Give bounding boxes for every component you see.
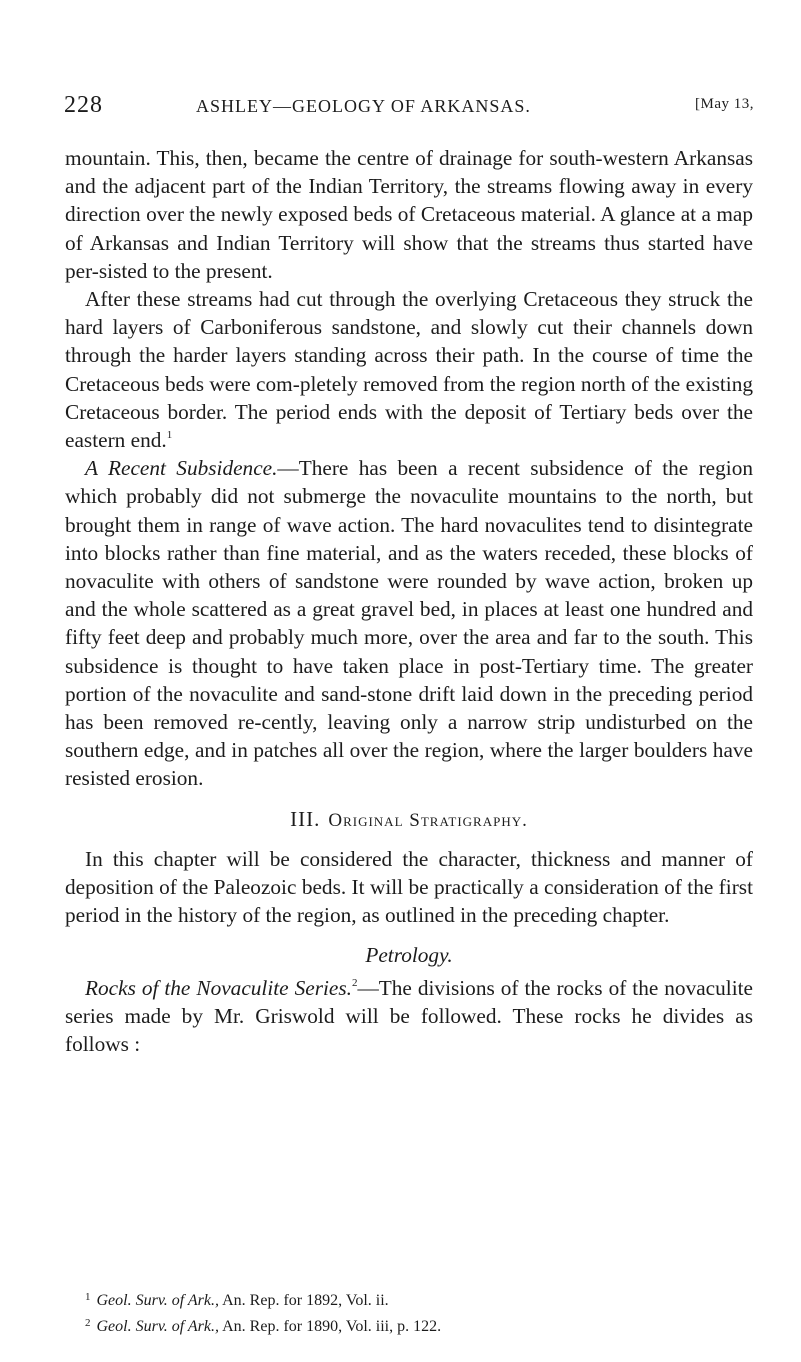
paragraph-3-lead: A Recent Subsidence. bbox=[85, 456, 278, 481]
running-date: [May 13, bbox=[695, 96, 754, 112]
section-numeral: III. bbox=[290, 806, 321, 831]
footnote-1-citation: Geol. Surv. of Ark., bbox=[96, 1292, 219, 1309]
footnote-2-rest: An. Rep. for 1890, Vol. iii, p. 122. bbox=[222, 1318, 442, 1335]
paragraph-3-text: —There has been a recent subsidence of the region which probably did not submerge the novaculite mountains to the north, but brought them in range of wave action. The hard novaculites tend to disintegrate into blocks rather than fine material, and as the waters receded, these blocks of novaculite with others of sandstone were rounded by wave action, broken up and the whole scattered as a great gravel bed, in places at least one hundred and fifty feet deep and probably much more, over the area and far to the south. This subsidence is thought to have taken place in post-Tertiary time. The greater portion of the novaculite and sand-stone drift laid down in the preceding period has been removed re-cently, leaving only a narrow strip undisturbed on the southern edge, and in patches all over the region, where the larger boulders have resisted erosion. bbox=[65, 456, 753, 791]
paragraph-5 bbox=[65, 974, 753, 1059]
footnote-1 bbox=[85, 1286, 745, 1312]
page-number: 228 bbox=[64, 92, 103, 118]
running-title: ASHLEY—GEOLOGY OF ARKANSAS. bbox=[196, 96, 531, 116]
body-text bbox=[65, 144, 753, 1058]
footnote-ref-1: 1 bbox=[166, 429, 173, 442]
footnote-2-citation: Geol. Surv. of Ark., bbox=[96, 1318, 219, 1335]
paragraph-3 bbox=[65, 454, 753, 792]
section-title: Original Stratigraphy. bbox=[328, 809, 528, 831]
paragraph-5-text: —The divisions of the rocks of the novaculite series made by Mr. Griswold will be followed. These rocks he divides as follows : bbox=[65, 975, 753, 1057]
section-heading bbox=[65, 805, 753, 835]
footnote-1-mark: 1 bbox=[85, 1291, 91, 1303]
paragraph-1: mountain. This, then, became the centre of drainage for south-western Arkansas and the adjacent part of the Indian Territory, the streams flowing away in every direction over the newly exposed beds of Cretaceous material. A glance at a map of Arkansas and Indian Territory will show that the streams thus started have per-sisted to the present. bbox=[65, 146, 753, 283]
footnote-1-rest: An. Rep. for 1892, Vol. ii. bbox=[222, 1292, 389, 1309]
footnotes bbox=[85, 1286, 745, 1338]
paragraph-2-text: After these streams had cut through the overlying Cretaceous they struck the hard layers of Carboniferous sandstone, and slowly cut their channels down through the harder layers standing across their path. In the course of time the Cretaceous beds were com-pletely removed from the region north of the existing Cretaceous border. The period ends with the deposit of Tertiary beds over the eastern end. bbox=[65, 287, 753, 453]
running-head bbox=[64, 92, 754, 122]
footnote-2-mark: 2 bbox=[85, 1317, 91, 1329]
paragraph-5-lead: Rocks of the Novaculite Series. bbox=[85, 975, 352, 1000]
footnote-2 bbox=[85, 1312, 745, 1338]
subsection-heading: Petrology. bbox=[365, 943, 453, 968]
paragraph-2 bbox=[65, 285, 753, 454]
paragraph-4: In this chapter will be considered the character, thickness and manner of deposition of the Paleozoic beds. It will be practically a consideration of the first period in the history of the region, as outlined in the preceding chapter. bbox=[65, 846, 753, 928]
footnote-ref-2: 2 bbox=[351, 976, 358, 989]
